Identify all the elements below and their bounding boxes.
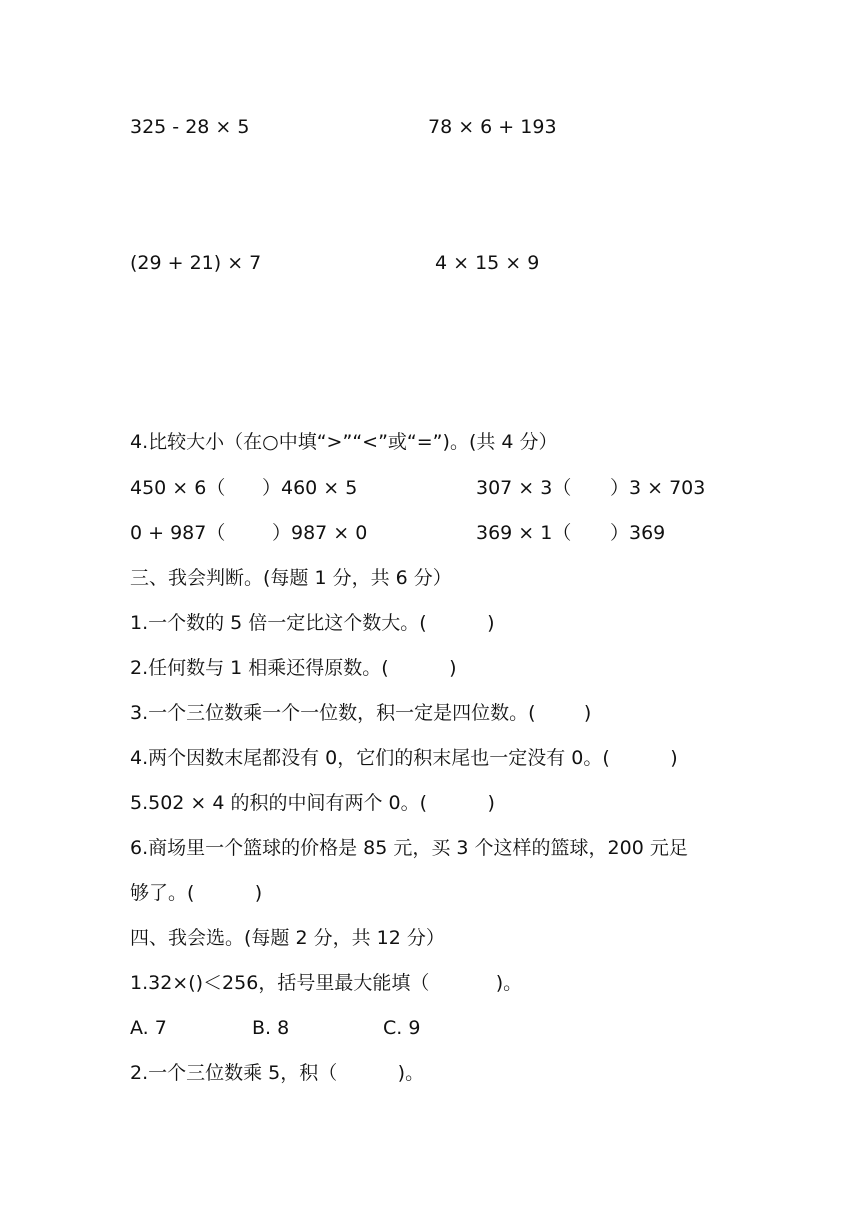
compare-item-left: 450 × 6（ [130, 477, 226, 499]
judge-item: 2.任何数与 1 相乘还得原数。( ) [130, 657, 457, 679]
calc-expression: (29 + 21) × 7 [130, 252, 262, 274]
compare-item-right: ）369 [610, 522, 666, 544]
judge-item: 5.502 × 4 的积的中间有两个 0。( ) [130, 792, 495, 814]
compare-item-right: ）987 × 0 [272, 522, 368, 544]
choice-question: 1.32×()＜256，括号里最大能填（ )。 [130, 972, 523, 994]
judge-item: 3.一个三位数乘一个一位数，积一定是四位数。( ) [130, 702, 592, 724]
choice-heading: 四、我会选。(每题 2 分，共 12 分） [130, 927, 445, 949]
choice-option-a: A. 7 [130, 1017, 167, 1039]
compare-item-right: ）460 × 5 [262, 477, 358, 499]
calc-expression: 4 × 15 × 9 [435, 252, 540, 274]
judge-item: 4.两个因数末尾都没有 0，它们的积末尾也一定没有 0。( ) [130, 747, 678, 769]
judge-item: 够了。( ) [130, 882, 263, 904]
compare-heading: 4.比较大小（在○中填“>”“<”或“=”)。(共 4 分） [130, 431, 558, 453]
calc-expression: 325 - 28 × 5 [130, 116, 250, 138]
choice-option-b: B. 8 [252, 1017, 290, 1039]
compare-item-right: ）3 × 703 [610, 477, 706, 499]
choice-question: 2.一个三位数乘 5，积（ )。 [130, 1062, 425, 1084]
compare-item-left: 0 + 987（ [130, 522, 226, 544]
compare-item-left: 307 × 3（ [476, 477, 572, 499]
compare-item-left: 369 × 1（ [476, 522, 572, 544]
choice-option-c: C. 9 [383, 1017, 421, 1039]
calc-expression: 78 × 6 + 193 [428, 116, 557, 138]
judge-item: 6.商场里一个篮球的价格是 85 元，买 3 个这样的篮球，200 元足 [130, 837, 688, 859]
judge-item: 1.一个数的 5 倍一定比这个数大。( ) [130, 612, 495, 634]
judge-heading: 三、我会判断。(每题 1 分，共 6 分） [130, 567, 452, 589]
